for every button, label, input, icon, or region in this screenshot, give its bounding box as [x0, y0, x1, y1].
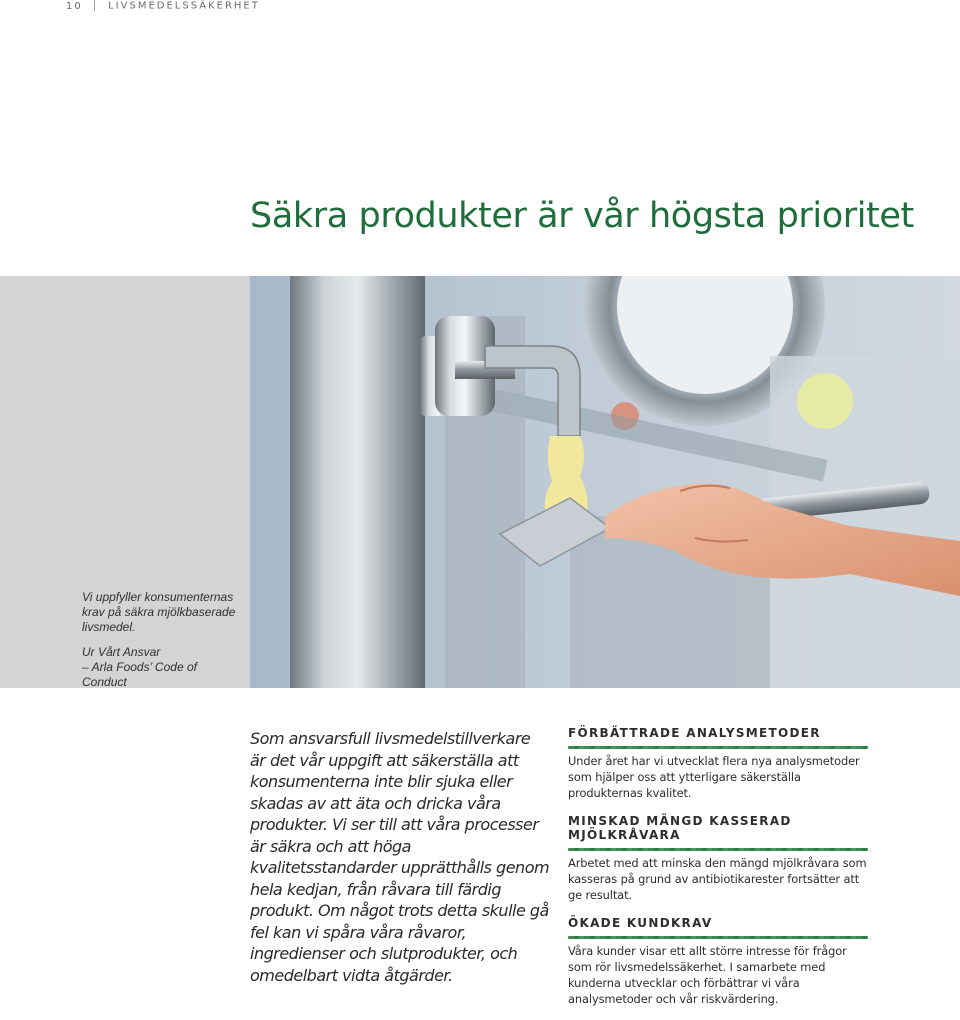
section-divider [568, 848, 868, 851]
quote-source [82, 645, 242, 690]
section-divider [568, 746, 868, 749]
quote-text: Vi uppfyller konsumenternas krav på säkra mjölkbaserade livsmedel. [82, 590, 236, 634]
quote-source-line1: Ur Vårt Ansvar [82, 645, 161, 659]
highlight-section [568, 726, 873, 801]
quote-source-line2: – Arla Foods’ Code of Conduct [82, 660, 197, 689]
highlight-section [568, 814, 873, 903]
section-heading: MINSKAD MÄNGD KASSERAD MJÖLKRÅVARA [568, 814, 792, 842]
section-heading: ÖKADE KUNDKRAV [568, 916, 713, 930]
intro-paragraph: Som ansvarsfull livsmedelstillverkare är det vår uppgift att säkerställa att konsumenterna inte blir sjuka eller skadas av att äta och dricka våra produkter. Vi ser till att våra processer är säkra och att höga kvalitetsstandarder upprätthålls genom hela kedjan, från råvara till färdig produkt. Om något trots detta skulle gå fel kan vi spåra våra råvaror, ingredienser och slutprodukter, och omedelbart vidta åtgärder. [250, 729, 550, 985]
section-body: Våra kunder visar ett allt större intresse för frågor som rör livsmedelssäkerhet. I samarbete med kunderna utvecklar och förbättrar vi våra analysmetoder och vår riskvärdering. [568, 944, 847, 1006]
section-body: Arbetet med att minska den mängd mjölkråvara som kasseras på grund av antibiotikarester fortsätter att ge resultat. [568, 856, 867, 902]
section-body: Under året har vi utvecklat flera nya analysmetoder som hjälper oss att ytterligare säkerställa produkternas kvalitet. [568, 754, 860, 800]
section-divider [568, 936, 868, 939]
dairy-sampling-photo [250, 276, 960, 688]
page-number: 10 [66, 0, 83, 12]
highlight-section [568, 916, 873, 1007]
page-header [66, 0, 260, 14]
section-label: LIVSMEDELSSÄKERHET [108, 0, 260, 12]
page-title: Säkra produkter är vår högsta prioritet [250, 196, 914, 236]
header-divider [94, 0, 95, 11]
pull-quote [82, 590, 242, 690]
section-heading: FÖRBÄTTRADE ANALYSMETODER [568, 726, 821, 740]
highlights-sidebar [568, 726, 873, 1020]
